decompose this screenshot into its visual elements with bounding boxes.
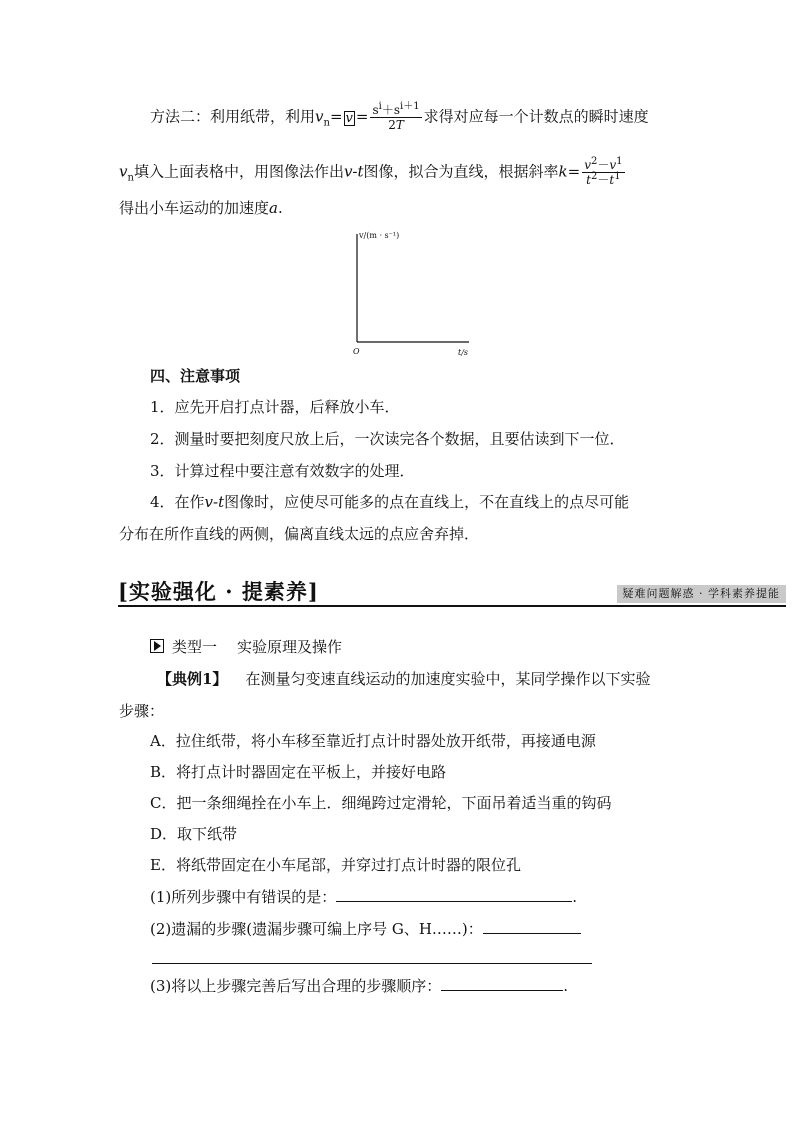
type1-title: 实验原理及操作 [237,638,343,656]
answer-blank-3[interactable] [441,976,563,991]
method2-line1: 方法二：利用纸带，利用$v_n= v$ = $\frac{s^i+s^{i+1}}{2T}$ 求得对应每一个计数点的瞬时速度 [150,101,649,132]
section-header [118,579,786,607]
method2-line2: $v_n$填入上面表格中，用图像法作出v-t图像，拟合为直线，根据斜率k= $\frac{v^2-v^1}{t^2-t^1}$ [119,156,623,187]
method2-text: 方法二：利用纸带，利用 [150,107,316,126]
step-d: D．取下纸带 [150,825,238,843]
step-a: A．拉住纸带，将小车移至靠近打点计时器处放开纸带，再接通电源 [150,732,596,750]
note-1: 1．应先开启打点计器，后释放小车． [150,398,400,416]
origin-label: O [353,347,360,356]
section-title: [实验强化 · 提素养] [118,579,319,604]
note-3: 3．计算过程中要注意有效数字的处理． [150,462,415,480]
x-axis-label: t/s [458,348,469,357]
type1-label: 类型一 [172,638,218,656]
type1-heading [150,637,342,657]
example1-line1: 【典例1】 在测量匀变速直线运动的加速度实验中，某同学操作以下实验 [157,670,651,688]
vt-graph [345,228,480,360]
note-2: 2．测量时要把刻度尺放上后，一次读完各个数据，且要估读到下一位． [150,430,625,448]
answer-blank-1[interactable] [336,887,572,902]
question-1: (1)所列步骤中有错误的是： . [150,888,578,906]
step-e: E．将纸带固定在小车尾部，并穿过打点计时器的限位孔 [150,856,521,874]
note-4-continued: 分布在所作直线的两侧，偏离直线太远的点应舍弃掉． [119,525,480,543]
step-b: B．将打点计时器固定在平板上，并接好电路 [150,763,447,781]
question-3: (3)将以上步骤完善后写出合理的步骤顺序： . [150,977,569,995]
method2-line3: 得出小车运动的加速度a. [119,199,283,217]
y-axis-label: v/(m · s⁻¹) [359,231,400,240]
step-c: C．把一条细绳拴在小车上．细绳跨过定滑轮，下面吊着适当重的钩码 [150,794,612,812]
notes-heading: 四、注意事项 [150,367,241,385]
method2-text-end: 求得对应每一个计数点的瞬时速度 [423,107,649,126]
vn-subscript: n [323,117,330,129]
slope-fraction: $\frac{v^2-v^1}{t^2-t^1}$ [584,156,623,187]
vbar-symbol: v [345,110,353,126]
section-tag: 疑难问题解惑 · 学科素养提能 [617,585,787,603]
example1-line2: 步骤： [119,702,165,720]
question-2: (2)遗漏的步骤(遗漏步骤可编上序号 G、H……)： [150,919,581,939]
velocity-fraction: $\frac{s^i+s^{i+1}}{2T}$ [372,101,420,132]
play-triangle-icon [150,639,164,653]
answer-blank-2-continued[interactable] [152,963,592,964]
note-4: 4．在作v-t图像时，应使尽可能多的点在直线上，不在直线上的点尽可能 [150,493,630,511]
vn-symbol: v [315,107,324,126]
answer-blank-2[interactable] [483,919,581,934]
example1-label: 【典例1】 [157,670,228,688]
